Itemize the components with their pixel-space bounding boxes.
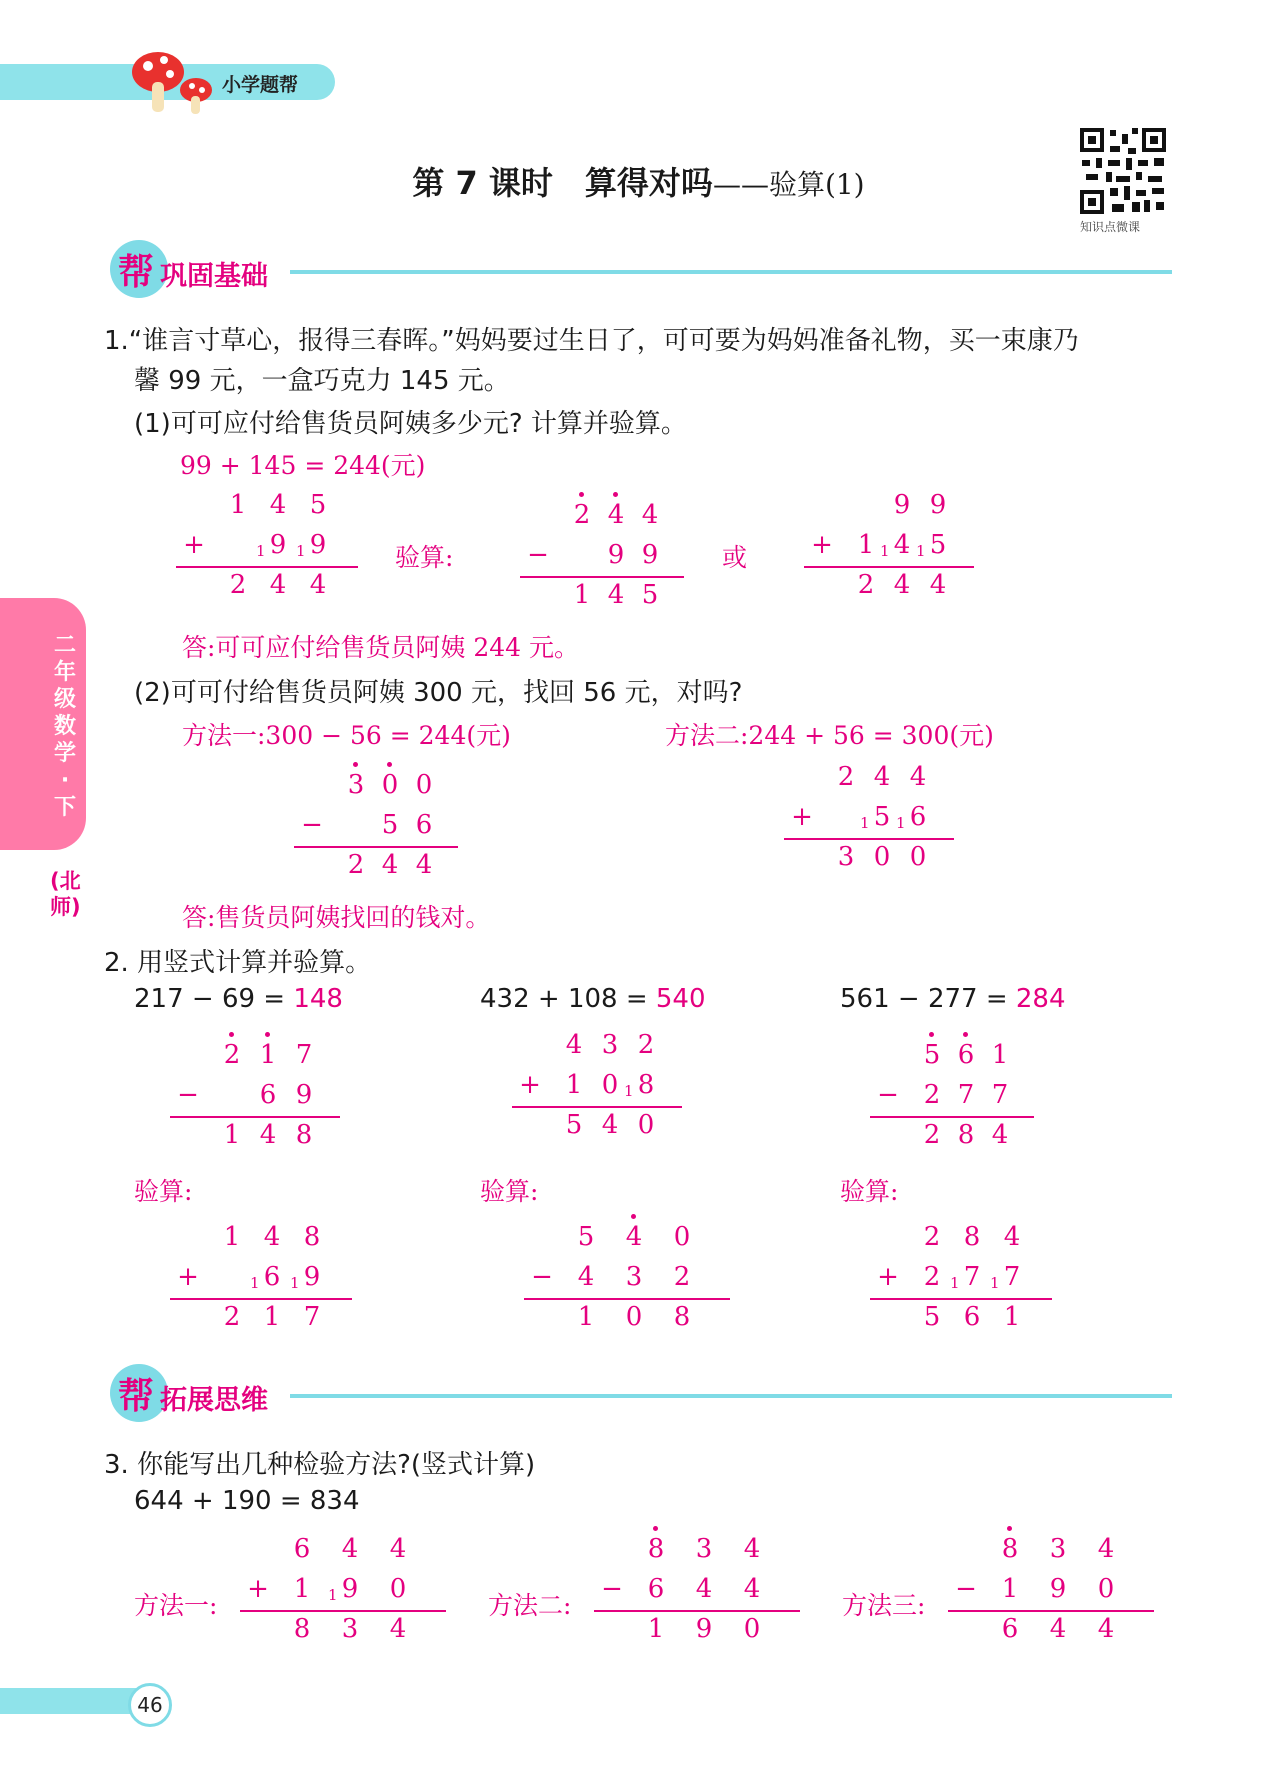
q1-part2: (2)可可付给售货员阿姨 300 元，找回 56 元，对吗? xyxy=(134,678,743,708)
borrow-dot xyxy=(631,1214,636,1219)
digit: 8 xyxy=(957,1120,975,1150)
q2-eq-expr: 561 − 277 = xyxy=(840,984,1016,1014)
calc-line xyxy=(524,1298,730,1300)
check-label: 验算: xyxy=(134,1177,193,1206)
digit: 4 xyxy=(259,1120,277,1150)
digit: 2 xyxy=(229,570,247,600)
digit: 4 xyxy=(269,570,287,600)
digit: 3 xyxy=(601,1030,619,1060)
digit: 7 xyxy=(963,1262,981,1292)
digit: 2 xyxy=(923,1080,941,1110)
qr-caption: 知识点微课 xyxy=(1080,220,1141,234)
borrow-dot xyxy=(353,762,358,767)
digit: 9 xyxy=(695,1614,713,1644)
digit: 4 xyxy=(991,1120,1009,1150)
calc-line xyxy=(594,1610,800,1612)
q1-part1: (1)可可应付给售货员阿姨多少元? 计算并验算。 xyxy=(134,409,687,439)
section-divider xyxy=(290,270,1172,274)
q1-part1-equation: 99 + 145 = 244(元) xyxy=(180,451,426,480)
digit: 3 xyxy=(695,1534,713,1564)
digit: 4 xyxy=(341,1534,359,1564)
digit: 4 xyxy=(607,500,625,530)
digit: 5 xyxy=(381,810,399,840)
digit: 0 xyxy=(415,770,433,800)
check-label: 验算: xyxy=(840,1177,899,1206)
digit: 4 xyxy=(625,1222,643,1252)
digit: 0 xyxy=(1097,1574,1115,1604)
digit: 5 xyxy=(641,580,659,610)
digit: 8 xyxy=(303,1222,321,1252)
calc-operator: + xyxy=(177,1262,199,1292)
calc-line xyxy=(176,566,358,568)
digit: 1 xyxy=(647,1614,665,1644)
digit: 1 xyxy=(857,530,875,560)
carry-digit: 1 xyxy=(290,1274,300,1292)
digit: 4 xyxy=(389,1534,407,1564)
digit: 1 xyxy=(577,1302,595,1332)
calc-line xyxy=(294,846,458,848)
digit: 7 xyxy=(295,1040,313,1070)
section-title: 巩固基础 xyxy=(160,261,268,292)
section-divider xyxy=(290,1394,1172,1398)
digit: 8 xyxy=(673,1302,691,1332)
carry-digit: 1 xyxy=(916,542,926,560)
q3-method1-label: 方法一: xyxy=(134,1591,218,1620)
q1-method2-label: 方法二:244 + 56 = 300(元) xyxy=(665,721,994,750)
q2-eq-answer: 148 xyxy=(293,984,343,1014)
digit: 8 xyxy=(295,1120,313,1150)
digit: 4 xyxy=(381,850,399,880)
digit: 2 xyxy=(857,570,875,600)
q1-part1-answer: 答:可可应付给售货员阿姨 244 元。 xyxy=(182,633,580,662)
digit: 0 xyxy=(743,1614,761,1644)
digit: 3 xyxy=(1049,1534,1067,1564)
digit: 6 xyxy=(263,1262,281,1292)
digit: 4 xyxy=(269,490,287,520)
digit: 5 xyxy=(873,802,891,832)
digit: 7 xyxy=(991,1080,1009,1110)
digit: 7 xyxy=(957,1080,975,1110)
calc-operator: + xyxy=(519,1070,541,1100)
calc-line xyxy=(948,1610,1154,1612)
digit: 2 xyxy=(673,1262,691,1292)
digit: 2 xyxy=(223,1302,241,1332)
digit: 6 xyxy=(957,1040,975,1070)
digit: 4 xyxy=(1097,1534,1115,1564)
digit: 5 xyxy=(923,1040,941,1070)
digit: 0 xyxy=(601,1070,619,1100)
digit: 6 xyxy=(415,810,433,840)
digit: 2 xyxy=(223,1040,241,1070)
digit: 1 xyxy=(229,490,247,520)
calc-operator: − xyxy=(601,1574,623,1604)
or-label: 或 xyxy=(722,543,748,572)
q1-method1-label: 方法一:300 − 56 = 244(元) xyxy=(182,721,511,750)
digit: 4 xyxy=(929,570,947,600)
digit: 9 xyxy=(893,490,911,520)
q2-stem: 2. 用竖式计算并验算。 xyxy=(104,948,372,978)
q3-equation: 644 + 190 = 834 xyxy=(134,1486,360,1516)
calc-line xyxy=(784,838,954,840)
digit: 7 xyxy=(1003,1262,1021,1292)
q2-eq-expr: 432 + 108 = xyxy=(480,984,656,1014)
calc-operator: − xyxy=(531,1262,553,1292)
digit: 4 xyxy=(893,570,911,600)
digit: 9 xyxy=(1049,1574,1067,1604)
digit: 5 xyxy=(923,1302,941,1332)
digit: 4 xyxy=(601,1110,619,1140)
calc-operator: + xyxy=(791,802,813,832)
digit: 9 xyxy=(641,540,659,570)
digit: 2 xyxy=(923,1262,941,1292)
digit: 4 xyxy=(309,570,327,600)
q2-eq-answer: 540 xyxy=(655,984,706,1014)
digit: 2 xyxy=(347,850,365,880)
q2-eq-answer: 284 xyxy=(1015,984,1066,1014)
digit: 4 xyxy=(389,1614,407,1644)
digit: 4 xyxy=(1049,1614,1067,1644)
digit: 4 xyxy=(641,500,659,530)
digit: 0 xyxy=(625,1302,643,1332)
calc-operator: − xyxy=(527,540,549,570)
digit: 5 xyxy=(577,1222,595,1252)
q3-method2-label: 方法二: xyxy=(488,1591,572,1620)
check-label: 验算: xyxy=(480,1177,539,1206)
calc-operator: − xyxy=(177,1080,199,1110)
digit: 6 xyxy=(259,1080,277,1110)
digit: 6 xyxy=(293,1534,311,1564)
calc-operator: + xyxy=(811,530,833,560)
digit: 9 xyxy=(929,490,947,520)
digit: 3 xyxy=(347,770,365,800)
digit: 9 xyxy=(269,530,287,560)
qr-code-icon[interactable] xyxy=(1078,126,1168,216)
digit: 9 xyxy=(607,540,625,570)
digit: 1 xyxy=(293,1574,311,1604)
digit: 1 xyxy=(223,1120,241,1150)
digit: 1 xyxy=(1001,1574,1019,1604)
digit: 1 xyxy=(259,1040,277,1070)
digit: 0 xyxy=(673,1222,691,1252)
digit: 6 xyxy=(963,1302,981,1332)
digit: 4 xyxy=(893,530,911,560)
digit: 7 xyxy=(303,1302,321,1332)
calc-line xyxy=(170,1116,340,1118)
q1-stem-line1: 1.“谁言寸草心，报得三春晖。”妈妈要过生日了，可可要为妈妈准备礼物，买一束康乃 xyxy=(104,326,1079,356)
page-number: 46 xyxy=(128,1683,172,1727)
q3-method3-label: 方法三: xyxy=(842,1591,926,1620)
digit: 6 xyxy=(909,802,927,832)
calc-operator: − xyxy=(955,1574,977,1604)
carry-digit: 1 xyxy=(296,542,306,560)
borrow-dot xyxy=(579,492,584,497)
borrow-dot xyxy=(929,1032,934,1037)
digit: 5 xyxy=(309,490,327,520)
digit: 1 xyxy=(1003,1302,1021,1332)
borrow-dot xyxy=(387,762,392,767)
q1-stem-line2: 馨 99 元，一盒巧克力 145 元。 xyxy=(134,366,510,396)
digit: 9 xyxy=(303,1262,321,1292)
q2-eq-1 xyxy=(134,984,343,1014)
mushroom-icon xyxy=(128,44,220,116)
digit: 4 xyxy=(565,1030,583,1060)
digit: 3 xyxy=(837,842,855,872)
calc-line xyxy=(870,1116,1034,1118)
borrow-dot xyxy=(1007,1526,1012,1531)
carry-digit: 1 xyxy=(860,814,870,832)
digit: 4 xyxy=(1003,1222,1021,1252)
digit: 4 xyxy=(263,1222,281,1252)
digit: 3 xyxy=(341,1614,359,1644)
digit: 1 xyxy=(565,1070,583,1100)
digit: 0 xyxy=(873,842,891,872)
section-title: 拓展思维 xyxy=(160,1385,268,1416)
digit: 2 xyxy=(923,1222,941,1252)
carry-digit: 1 xyxy=(328,1586,338,1604)
digit: 8 xyxy=(1001,1534,1019,1564)
carry-digit: 1 xyxy=(880,542,890,560)
calc-line xyxy=(512,1106,682,1108)
digit: 8 xyxy=(637,1070,655,1100)
title-main: 第 7 课时 算得对吗 xyxy=(412,164,713,202)
q1-part2-answer: 答:售货员阿姨找回的钱对。 xyxy=(182,903,491,932)
digit: 0 xyxy=(637,1110,655,1140)
digit: 1 xyxy=(573,580,591,610)
carry-digit: 1 xyxy=(950,1274,960,1292)
borrow-dot xyxy=(963,1032,968,1037)
carry-digit: 1 xyxy=(896,814,906,832)
digit: 6 xyxy=(647,1574,665,1604)
digit: 4 xyxy=(743,1534,761,1564)
digit: 4 xyxy=(415,850,433,880)
side-grade-label: 二年级数学·下 xyxy=(53,633,76,820)
digit: 4 xyxy=(695,1574,713,1604)
carry-digit: 1 xyxy=(624,1082,634,1100)
digit: 8 xyxy=(647,1534,665,1564)
digit: 4 xyxy=(743,1574,761,1604)
digit: 4 xyxy=(1097,1614,1115,1644)
calc-line xyxy=(870,1298,1052,1300)
borrow-dot xyxy=(229,1032,234,1037)
carry-digit: 1 xyxy=(990,1274,1000,1292)
digit: 0 xyxy=(389,1574,407,1604)
calc-operator: + xyxy=(247,1574,269,1604)
digit: 5 xyxy=(929,530,947,560)
digit: 8 xyxy=(293,1614,311,1644)
digit: 9 xyxy=(341,1574,359,1604)
q2-eq-3 xyxy=(840,984,1066,1014)
q2-eq-2 xyxy=(480,984,706,1014)
brand-label: 小学题帮 xyxy=(222,74,299,96)
digit: 6 xyxy=(1001,1614,1019,1644)
calc-operator: + xyxy=(183,530,205,560)
digit: 2 xyxy=(637,1030,655,1060)
borrow-dot xyxy=(613,492,618,497)
digit: 1 xyxy=(263,1302,281,1332)
side-edition-label: (北师) xyxy=(50,869,81,919)
digit: 1 xyxy=(223,1222,241,1252)
check-label: 验算: xyxy=(395,543,454,572)
q3-stem: 3. 你能写出几种检验方法?(竖式计算) xyxy=(104,1450,536,1480)
digit: 2 xyxy=(573,500,591,530)
calc-line xyxy=(170,1298,352,1300)
digit: 4 xyxy=(909,762,927,792)
calc-line xyxy=(240,1610,446,1612)
digit: 2 xyxy=(837,762,855,792)
calc-line xyxy=(520,576,684,578)
digit: 3 xyxy=(625,1262,643,1292)
borrow-dot xyxy=(653,1526,658,1531)
digit: 9 xyxy=(295,1080,313,1110)
digit: 0 xyxy=(909,842,927,872)
digit: 8 xyxy=(963,1222,981,1252)
q2-eq-expr: 217 − 69 = xyxy=(134,984,294,1014)
calc-operator: + xyxy=(877,1262,899,1292)
digit: 5 xyxy=(565,1110,583,1140)
carry-digit: 1 xyxy=(250,1274,260,1292)
digit: 4 xyxy=(607,580,625,610)
digit: 2 xyxy=(923,1120,941,1150)
section-bang: 帮 xyxy=(118,1376,155,1417)
borrow-dot xyxy=(265,1032,270,1037)
digit: 4 xyxy=(873,762,891,792)
digit: 9 xyxy=(309,530,327,560)
section-bang: 帮 xyxy=(118,252,155,293)
digit: 4 xyxy=(577,1262,595,1292)
calc-operator: − xyxy=(877,1080,899,1110)
digit: 1 xyxy=(991,1040,1009,1070)
calc-line xyxy=(804,566,974,568)
carry-digit: 1 xyxy=(256,542,266,560)
title-sub: ——验算(1) xyxy=(712,168,865,201)
digit: 0 xyxy=(381,770,399,800)
calc-operator: − xyxy=(301,810,323,840)
